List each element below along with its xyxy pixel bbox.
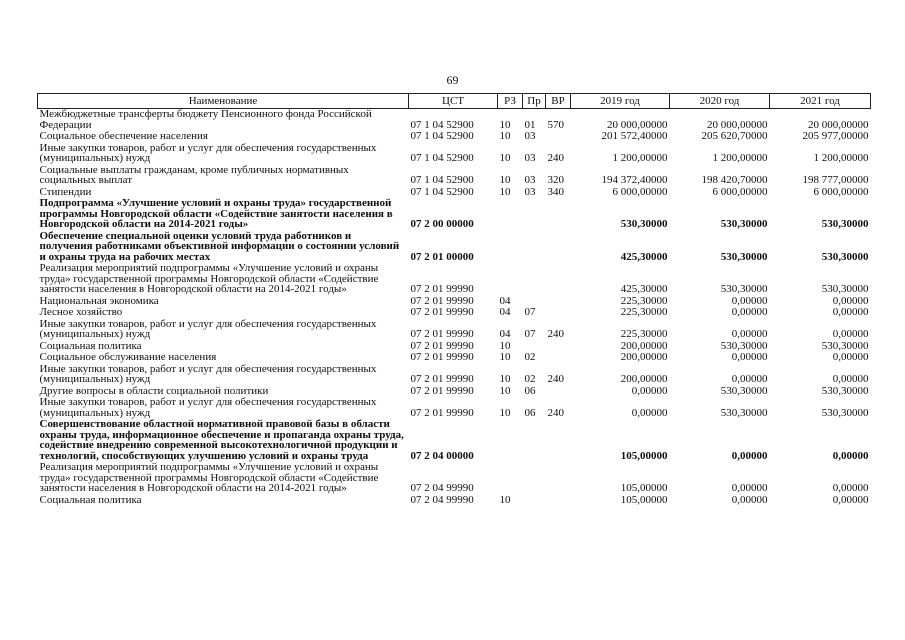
budget-table xyxy=(37,93,871,506)
table-row xyxy=(38,462,871,495)
table-row xyxy=(38,263,871,296)
cell-cst: 07 2 01 99990 xyxy=(410,306,474,318)
cell-cst: 07 2 00 00000 xyxy=(410,218,474,230)
cell-cst: 07 2 01 99990 xyxy=(410,294,474,307)
cell-name: Социальное обслуживание населения xyxy=(39,351,217,363)
cell-2020: 0,00000 xyxy=(731,328,768,340)
table-row xyxy=(38,131,871,143)
cell-pr: 02 xyxy=(524,351,536,363)
cell-2020: 198 420,70000 xyxy=(701,174,768,186)
cell-rz: 10 xyxy=(499,185,511,198)
cell-vr: 240 xyxy=(547,152,564,164)
table-row xyxy=(38,143,871,165)
header-2021: 2021 год xyxy=(770,94,871,109)
cell-pr: 07 xyxy=(524,306,536,318)
cell-name: Обеспечение специальной оценки условий труда работников и получения работниками объективной информации о состоянии условий и охраны труда на рабочих местах xyxy=(39,229,400,263)
cell-cst: 07 2 04 99990 xyxy=(410,482,474,494)
cell-2021: 0,00000 xyxy=(832,306,869,318)
cell-2020: 1 200,00000 xyxy=(712,152,768,164)
cell-2019: 105,00000 xyxy=(620,493,668,506)
table-row xyxy=(38,419,871,462)
table-header-row xyxy=(38,94,871,109)
cell-2020: 530,30000 xyxy=(720,339,768,352)
cell-name: Социальные выплаты гражданам, кроме публичных нормативных социальных выплат xyxy=(39,163,349,186)
cell-cst: 07 1 04 52900 xyxy=(410,118,474,131)
table-row xyxy=(38,352,871,364)
cell-rz: 04 xyxy=(499,306,511,318)
cell-vr xyxy=(546,386,571,398)
cell-2021: 198 777,00000 xyxy=(802,174,869,186)
cell-cst: 07 2 01 99990 xyxy=(410,283,474,295)
cell-2019: 225,30000 xyxy=(620,328,668,340)
header-vr: ВР xyxy=(546,94,571,109)
cell-2021: 530,30000 xyxy=(821,384,869,397)
cell-rz: 10 xyxy=(499,384,511,397)
cell-pr xyxy=(523,495,546,507)
cell-rz xyxy=(498,419,523,462)
cell-vr xyxy=(546,131,571,143)
cell-vr xyxy=(546,341,571,353)
cell-name: Иные закупки товаров, работ и услуг для обеспечения государственных (муниципальных) нужд xyxy=(39,396,377,419)
cell-name: Реализация мероприятий подпрограммы «Улучшение условий и охраны труда» государственной программы Новгородской области «Содействие занятости населения в Новгородской области на 2014-2021 годы» xyxy=(39,461,379,494)
cell-2021: 20 000,00000 xyxy=(808,118,869,131)
cell-name: Подпрограмма «Улучшение условий и охраны труда» государственной программы Новгородской области «Содействие занятости населения в Новгородской области на 2014-2021 годы» xyxy=(39,197,393,230)
cell-2019: 6 000,00000 xyxy=(612,185,668,198)
cell-cst: 07 1 04 52900 xyxy=(410,152,474,164)
cell-cst: 07 1 04 52900 xyxy=(410,174,474,186)
cell-pr xyxy=(523,231,546,264)
cell-vr: 320 xyxy=(547,174,564,186)
cell-vr xyxy=(546,495,571,507)
cell-vr xyxy=(546,307,571,319)
cell-2019: 225,30000 xyxy=(620,306,668,318)
cell-name: Социальная политика xyxy=(39,339,142,352)
cell-2021: 0,00000 xyxy=(832,482,869,494)
cell-pr: 06 xyxy=(524,406,536,419)
cell-2019: 425,30000 xyxy=(620,250,668,263)
cell-cst: 07 2 01 99990 xyxy=(410,373,474,385)
cell-2019: 0,00000 xyxy=(631,384,668,397)
cell-2020: 530,30000 xyxy=(720,406,768,419)
cell-2020: 0,00000 xyxy=(731,294,768,307)
table-row xyxy=(38,307,871,319)
cell-2019: 200,00000 xyxy=(620,373,668,385)
table-row xyxy=(38,165,871,187)
cell-pr xyxy=(523,263,546,296)
header-pr: Пр xyxy=(523,94,546,109)
cell-2021: 0,00000 xyxy=(832,351,869,363)
cell-2021: 530,30000 xyxy=(821,339,869,352)
cell-name: Национальная экономика xyxy=(39,294,159,307)
cell-pr: 01 xyxy=(524,118,536,131)
cell-2021: 530,30000 xyxy=(821,283,869,295)
cell-2020: 530,30000 xyxy=(720,218,768,230)
cell-name: Иные закупки товаров, работ и услуг для обеспечения государственных (муниципальных) нужд xyxy=(39,317,377,340)
cell-vr: 340 xyxy=(547,185,564,198)
cell-rz xyxy=(498,231,523,264)
cell-pr xyxy=(523,198,546,231)
cell-name: Совершенствование областной нормативной правовой базы в области охраны труда, информационное обеспечение и пропаганда охраны труда, содействие внедрению современной высокотехнологичной продукции и технологий, способствующих улучшению условий и охраны труда xyxy=(39,418,404,462)
cell-2019: 201 572,40000 xyxy=(601,130,668,142)
cell-pr: 07 xyxy=(524,328,536,340)
cell-2019: 530,30000 xyxy=(620,218,668,230)
cell-cst: 07 1 04 52900 xyxy=(410,130,474,142)
cell-2021: 0,00000 xyxy=(832,373,869,385)
cell-pr: 03 xyxy=(524,152,536,164)
cell-name: Иные закупки товаров, работ и услуг для обеспечения государственных (муниципальных) нужд xyxy=(39,141,377,164)
cell-rz xyxy=(498,198,523,231)
cell-rz: 10 xyxy=(499,152,511,164)
cell-2020: 530,30000 xyxy=(720,384,768,397)
cell-cst: 07 1 04 52900 xyxy=(410,185,474,198)
cell-name: Стипендии xyxy=(39,185,92,198)
cell-2021: 530,30000 xyxy=(821,250,869,263)
header-2019: 2019 год xyxy=(571,94,670,109)
table-row xyxy=(38,231,871,264)
header-2020: 2020 год xyxy=(670,94,770,109)
cell-name: Другие вопросы в области социальной политики xyxy=(39,384,269,397)
cell-2019: 105,00000 xyxy=(620,482,668,494)
cell-2020: 6 000,00000 xyxy=(712,185,768,198)
cell-pr: 03 xyxy=(524,174,536,186)
cell-rz: 04 xyxy=(499,294,511,307)
cell-vr: 570 xyxy=(547,118,564,131)
cell-vr: 240 xyxy=(547,328,564,340)
cell-2019: 1 200,00000 xyxy=(612,152,668,164)
cell-2021: 530,30000 xyxy=(821,218,869,230)
cell-rz: 10 xyxy=(499,118,511,131)
cell-pr xyxy=(523,462,546,495)
cell-2019: 194 372,40000 xyxy=(601,174,668,186)
cell-rz: 04 xyxy=(499,328,511,340)
cell-pr: 03 xyxy=(524,130,536,142)
cell-2019: 200,00000 xyxy=(620,351,668,363)
cell-cst: 07 2 01 99990 xyxy=(410,406,474,419)
cell-pr: 06 xyxy=(524,384,536,397)
cell-2021: 0,00000 xyxy=(832,449,869,462)
cell-vr: 240 xyxy=(547,406,564,419)
cell-2020: 20 000,00000 xyxy=(707,118,768,131)
header-cst: ЦСТ xyxy=(409,94,498,109)
cell-cst: 07 2 01 00000 xyxy=(410,250,474,263)
page-number: 69 xyxy=(446,73,459,87)
cell-2019: 225,30000 xyxy=(620,294,668,307)
table-row xyxy=(38,397,871,419)
cell-vr xyxy=(546,231,571,264)
cell-cst: 07 2 04 99990 xyxy=(410,493,474,506)
cell-rz xyxy=(498,263,523,296)
table-row xyxy=(38,495,871,507)
cell-2019: 0,00000 xyxy=(631,406,668,419)
cell-2019: 20 000,00000 xyxy=(607,118,668,131)
cell-vr: 240 xyxy=(547,373,564,385)
cell-vr xyxy=(546,352,571,364)
cell-2020: 530,30000 xyxy=(720,250,768,263)
table-row xyxy=(38,198,871,231)
cell-2020: 0,00000 xyxy=(731,351,768,363)
cell-rz: 10 xyxy=(499,406,511,419)
cell-vr xyxy=(546,263,571,296)
cell-name: Межбюджетные трансферты бюджету Пенсионного фонда Российской Федерации xyxy=(39,108,372,131)
cell-name: Иные закупки товаров, работ и услуг для обеспечения государственных (муниципальных) нужд xyxy=(39,362,377,385)
cell-name: Реализация мероприятий подпрограммы «Улучшение условий и охраны труда» государственной программы Новгородской области «Содействие занятости населения в Новгородской области на 2014-2021 годы» xyxy=(39,262,379,295)
cell-rz: 10 xyxy=(499,339,511,352)
cell-vr xyxy=(546,462,571,495)
table-row xyxy=(38,364,871,386)
cell-rz: 10 xyxy=(499,174,511,186)
cell-2019: 425,30000 xyxy=(620,283,668,295)
cell-2021: 1 200,00000 xyxy=(813,152,869,164)
table-row xyxy=(38,319,871,341)
cell-2020: 0,00000 xyxy=(731,373,768,385)
cell-pr: 03 xyxy=(524,185,536,198)
cell-rz: 10 xyxy=(499,130,511,142)
cell-2020: 530,30000 xyxy=(720,283,768,295)
cell-cst: 07 2 01 99990 xyxy=(410,351,474,363)
header-rz: РЗ xyxy=(498,94,523,109)
cell-vr xyxy=(546,296,571,308)
cell-2020: 0,00000 xyxy=(731,449,768,462)
cell-rz: 10 xyxy=(499,351,511,363)
cell-rz xyxy=(498,462,523,495)
cell-pr: 02 xyxy=(524,373,536,385)
cell-pr xyxy=(523,419,546,462)
cell-2021: 0,00000 xyxy=(832,294,869,307)
cell-cst: 07 2 01 99990 xyxy=(410,339,474,352)
cell-2020: 205 620,70000 xyxy=(701,130,768,142)
cell-2019: 200,00000 xyxy=(620,339,668,352)
cell-name: Социальная политика xyxy=(39,493,142,506)
cell-name: Лесное хозяйство xyxy=(39,306,123,318)
cell-cst: 07 2 01 99990 xyxy=(410,384,474,397)
cell-2021: 0,00000 xyxy=(832,493,869,506)
cell-2021: 530,30000 xyxy=(821,406,869,419)
cell-rz: 10 xyxy=(499,493,511,506)
cell-name: Социальное обеспечение населения xyxy=(39,130,208,142)
cell-2020: 0,00000 xyxy=(731,482,768,494)
cell-2021: 0,00000 xyxy=(832,328,869,340)
table-body xyxy=(38,109,871,507)
cell-cst: 07 2 01 99990 xyxy=(410,328,474,340)
cell-2021: 205 977,00000 xyxy=(802,130,869,142)
cell-vr xyxy=(546,198,571,231)
cell-cst: 07 2 04 00000 xyxy=(410,449,474,462)
cell-2019: 105,00000 xyxy=(620,449,668,462)
cell-2020: 0,00000 xyxy=(731,306,768,318)
header-name: Наименование xyxy=(38,94,409,109)
cell-vr xyxy=(546,419,571,462)
cell-rz: 10 xyxy=(499,373,511,385)
cell-2021: 6 000,00000 xyxy=(813,185,869,198)
table-row xyxy=(38,109,871,132)
cell-2020: 0,00000 xyxy=(731,493,768,506)
